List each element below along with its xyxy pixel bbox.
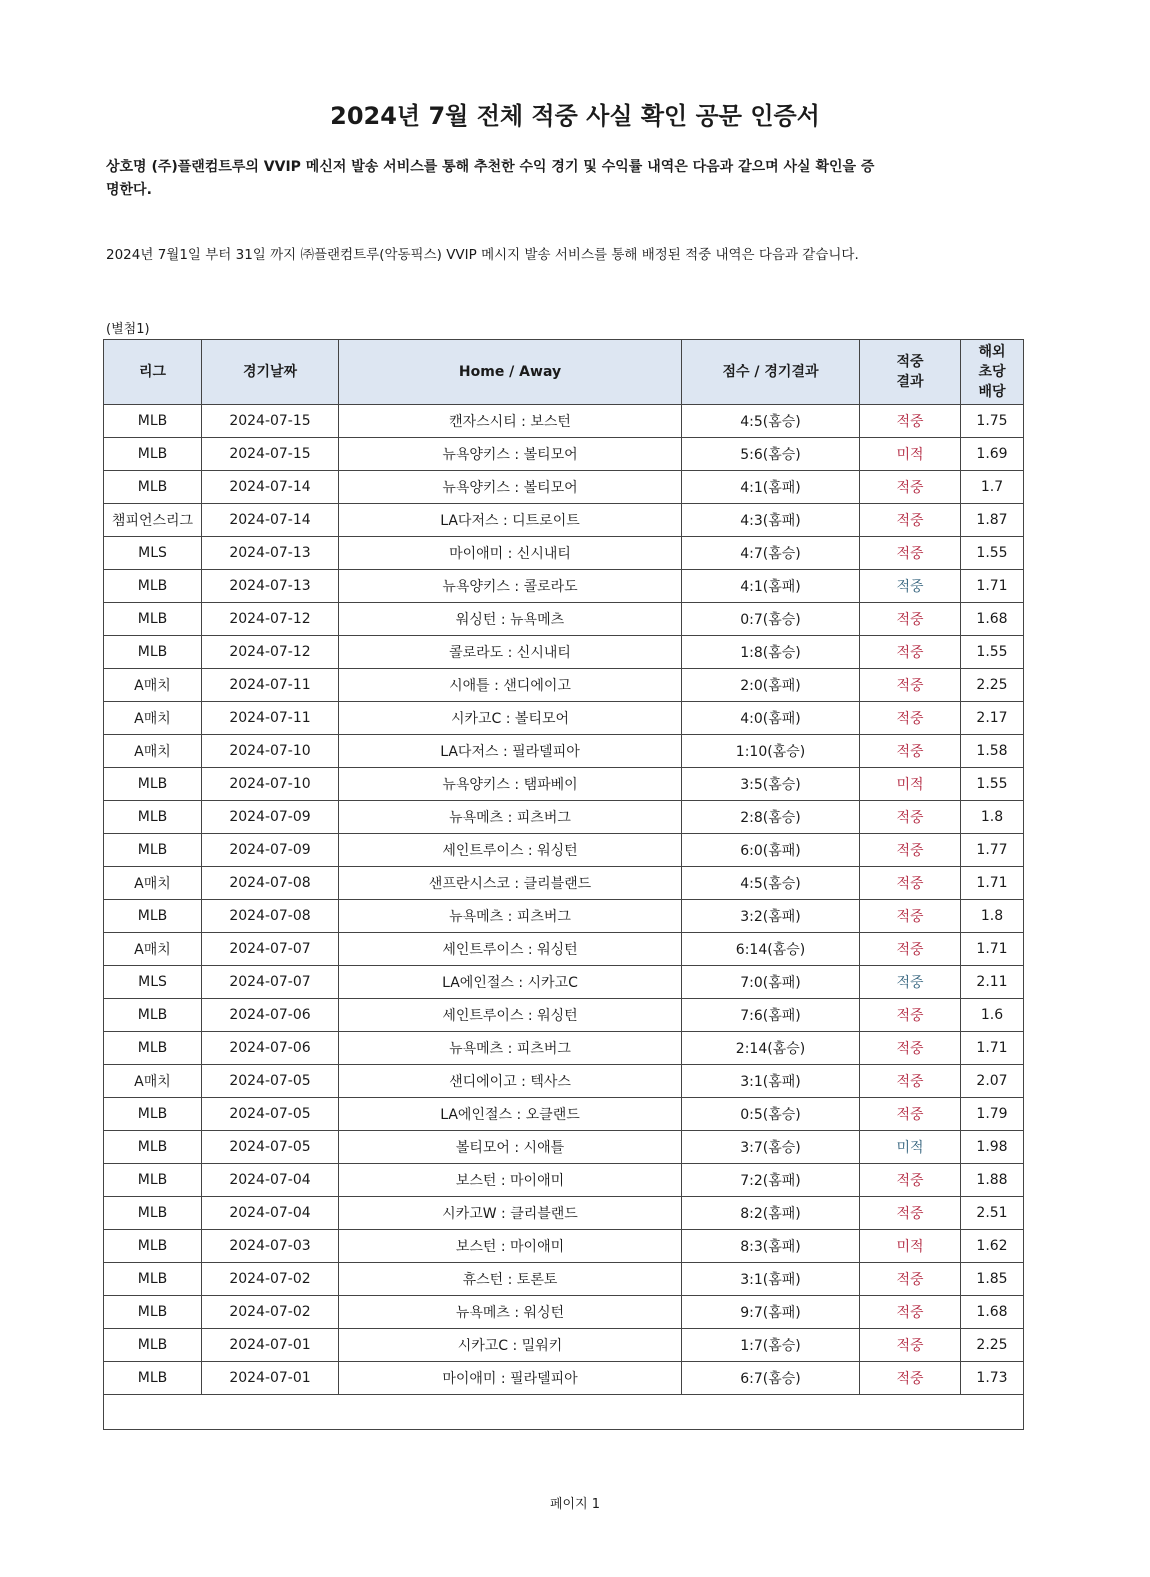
table-row — [104, 537, 1024, 570]
table-row — [104, 1164, 1024, 1197]
intro-statement: 상호명 (주)플랜컴트루의 VVIP 메신저 발송 서비스를 통해 추천한 수익 경기 및 수익률 내역은 다음과 같으며 사실 확인을 증명한다. — [106, 159, 875, 198]
cell-result: 미적 — [860, 438, 961, 471]
table-row — [104, 834, 1024, 867]
cell-matchup: 뉴욕양키스 : 콜로라도 — [339, 570, 682, 603]
cell-matchup: 마이애미 : 신시내티 — [339, 537, 682, 570]
cell-odds: 1.87 — [961, 504, 1024, 537]
cell-league: MLB — [104, 570, 202, 603]
cell-date: 2024-07-04 — [202, 1197, 339, 1230]
cell-league: A매치 — [104, 1065, 202, 1098]
cell-odds: 2.17 — [961, 702, 1024, 735]
page-number: 페이지 1 — [549, 1497, 601, 1512]
cell-odds: 1.71 — [961, 570, 1024, 603]
cell-matchup: LA에인절스 : 오클랜드 — [339, 1098, 682, 1131]
cell-result: 적중 — [860, 570, 961, 603]
table-row — [104, 1131, 1024, 1164]
cell-result: 적중 — [860, 735, 961, 768]
cell-score: 2:14(홈승) — [682, 1032, 860, 1065]
cell-result: 미적 — [860, 1131, 961, 1164]
table-row — [104, 1362, 1024, 1395]
cell-date: 2024-07-09 — [202, 801, 339, 834]
table-row — [104, 1263, 1024, 1296]
cell-matchup: 뉴욕양키스 : 탬파베이 — [339, 768, 682, 801]
cell-matchup: 세인트루이스 : 워싱턴 — [339, 834, 682, 867]
cell-matchup: 볼티모어 : 시애틀 — [339, 1131, 682, 1164]
cell-score: 8:2(홈패) — [682, 1197, 860, 1230]
cell-score: 4:5(홈승) — [682, 405, 860, 438]
cell-result: 미적 — [860, 768, 961, 801]
cell-odds: 2.11 — [961, 966, 1024, 999]
cell-league: A매치 — [104, 867, 202, 900]
cell-matchup: 시카고C : 볼티모어 — [339, 702, 682, 735]
cell-league: MLB — [104, 900, 202, 933]
cell-odds: 1.68 — [961, 603, 1024, 636]
cell-odds: 2.25 — [961, 669, 1024, 702]
cell-score: 9:7(홈패) — [682, 1296, 860, 1329]
cell-league: MLB — [104, 834, 202, 867]
cell-date: 2024-07-14 — [202, 471, 339, 504]
cell-date: 2024-07-12 — [202, 603, 339, 636]
cell-league: A매치 — [104, 669, 202, 702]
cell-odds: 1.77 — [961, 834, 1024, 867]
cell-score: 2:8(홈승) — [682, 801, 860, 834]
cell-date: 2024-07-11 — [202, 702, 339, 735]
cell-score: 4:7(홈승) — [682, 537, 860, 570]
cell-score: 3:2(홈패) — [682, 900, 860, 933]
cell-odds: 1.85 — [961, 1263, 1024, 1296]
table-row — [104, 636, 1024, 669]
cell-odds: 2.51 — [961, 1197, 1024, 1230]
cell-odds: 1.73 — [961, 1362, 1024, 1395]
cell-date: 2024-07-15 — [202, 438, 339, 471]
cell-matchup: 시애틀 : 샌디에이고 — [339, 669, 682, 702]
cell-matchup: 휴스턴 : 토론토 — [339, 1263, 682, 1296]
cell-odds: 1.88 — [961, 1164, 1024, 1197]
cell-result: 미적 — [860, 1230, 961, 1263]
cell-league: MLB — [104, 1032, 202, 1065]
cell-matchup: 워싱턴 : 뉴욕메츠 — [339, 603, 682, 636]
cell-date: 2024-07-09 — [202, 834, 339, 867]
table-row — [104, 735, 1024, 768]
cell-score: 1:10(홈승) — [682, 735, 860, 768]
cell-matchup: 시카고W : 클리블랜드 — [339, 1197, 682, 1230]
cell-score: 4:0(홈패) — [682, 702, 860, 735]
cell-league: MLB — [104, 768, 202, 801]
table-row — [104, 768, 1024, 801]
cell-league: 챔피언스리그 — [104, 504, 202, 537]
cell-score: 3:5(홈승) — [682, 768, 860, 801]
table-row — [104, 702, 1024, 735]
cell-date: 2024-07-01 — [202, 1329, 339, 1362]
cell-result: 적중 — [860, 801, 961, 834]
cell-odds: 1.75 — [961, 405, 1024, 438]
cell-date: 2024-07-15 — [202, 405, 339, 438]
cell-score: 1:8(홈승) — [682, 636, 860, 669]
cell-result: 적중 — [860, 669, 961, 702]
cell-matchup: 뉴욕메츠 : 워싱턴 — [339, 1296, 682, 1329]
cell-odds: 2.07 — [961, 1065, 1024, 1098]
table-row — [104, 801, 1024, 834]
cell-date: 2024-07-05 — [202, 1131, 339, 1164]
table-row — [104, 1296, 1024, 1329]
cell-odds: 1.71 — [961, 1032, 1024, 1065]
cell-date: 2024-07-05 — [202, 1065, 339, 1098]
cell-date: 2024-07-02 — [202, 1296, 339, 1329]
cell-score: 7:6(홈패) — [682, 999, 860, 1032]
table-row — [104, 900, 1024, 933]
cell-date: 2024-07-10 — [202, 768, 339, 801]
cell-matchup: 샌프란시스코 : 클리블랜드 — [339, 867, 682, 900]
table-row — [104, 1329, 1024, 1362]
period-statement: 2024년 7월1일 부터 31일 까지 ㈜플랜컴트루(악동픽스) VVIP 메시지 발송 서비스를 통해 배정된 적중 내역은 다음과 같습니다. — [106, 247, 859, 263]
header-date: 경기날짜 — [202, 340, 339, 405]
cell-league: MLB — [104, 1098, 202, 1131]
cell-date: 2024-07-13 — [202, 537, 339, 570]
cell-league: MLB — [104, 1263, 202, 1296]
cell-score: 0:5(홈승) — [682, 1098, 860, 1131]
cell-result: 적중 — [860, 1065, 961, 1098]
table-header-row — [104, 340, 1024, 405]
cell-matchup: 보스턴 : 마이애미 — [339, 1230, 682, 1263]
cell-league: MLB — [104, 438, 202, 471]
cell-result: 적중 — [860, 1296, 961, 1329]
table-empty-row — [104, 1395, 1024, 1430]
cell-result: 적중 — [860, 537, 961, 570]
table-row — [104, 1230, 1024, 1263]
document-title: 2024년 7월 전체 적중 사실 확인 공문 인증서 — [330, 102, 820, 130]
cell-date: 2024-07-07 — [202, 933, 339, 966]
cell-matchup: 캔자스시티 : 보스턴 — [339, 405, 682, 438]
header-league: 리그 — [104, 340, 202, 405]
table-row — [104, 1098, 1024, 1131]
cell-matchup: 샌디에이고 : 텍사스 — [339, 1065, 682, 1098]
cell-league: A매치 — [104, 735, 202, 768]
table-row — [104, 999, 1024, 1032]
cell-matchup: 뉴욕양키스 : 볼티모어 — [339, 471, 682, 504]
cell-league: MLB — [104, 1329, 202, 1362]
cell-league: MLB — [104, 1131, 202, 1164]
table-row — [104, 504, 1024, 537]
cell-result: 적중 — [860, 702, 961, 735]
cell-league: MLB — [104, 1230, 202, 1263]
table-body — [104, 405, 1024, 1430]
cell-matchup: 세인트루이스 : 워싱턴 — [339, 933, 682, 966]
cell-result: 적중 — [860, 636, 961, 669]
cell-result: 적중 — [860, 471, 961, 504]
cell-league: A매치 — [104, 933, 202, 966]
cell-date: 2024-07-01 — [202, 1362, 339, 1395]
cell-score: 4:1(홈패) — [682, 570, 860, 603]
cell-matchup: 마이애미 : 필라델피아 — [339, 1362, 682, 1395]
cell-score: 1:7(홈승) — [682, 1329, 860, 1362]
cell-result: 적중 — [860, 900, 961, 933]
header-odds: 해외 초당 배당 — [961, 340, 1024, 405]
cell-odds: 1.68 — [961, 1296, 1024, 1329]
table-row — [104, 471, 1024, 504]
header-result: 적중 결과 — [860, 340, 961, 405]
table-row — [104, 405, 1024, 438]
cell-matchup: 뉴욕메츠 : 피츠버그 — [339, 900, 682, 933]
cell-league: A매치 — [104, 702, 202, 735]
empty-cell — [104, 1395, 1024, 1430]
cell-date: 2024-07-12 — [202, 636, 339, 669]
cell-matchup: 세인트루이스 : 워싱턴 — [339, 999, 682, 1032]
cell-matchup: LA에인절스 : 시카고C — [339, 966, 682, 999]
table-row — [104, 1032, 1024, 1065]
cell-odds: 1.7 — [961, 471, 1024, 504]
cell-score: 6:7(홈승) — [682, 1362, 860, 1395]
cell-result: 적중 — [860, 834, 961, 867]
cell-matchup: 뉴욕메츠 : 피츠버그 — [339, 801, 682, 834]
cell-odds: 1.69 — [961, 438, 1024, 471]
header-home-away: Home / Away — [339, 340, 682, 405]
cell-score: 5:6(홈승) — [682, 438, 860, 471]
table-row — [104, 933, 1024, 966]
cell-date: 2024-07-05 — [202, 1098, 339, 1131]
cell-league: MLS — [104, 966, 202, 999]
table-row — [104, 966, 1024, 999]
cell-date: 2024-07-08 — [202, 900, 339, 933]
cell-result: 적중 — [860, 1197, 961, 1230]
cell-odds: 2.25 — [961, 1329, 1024, 1362]
cell-result: 적중 — [860, 1032, 961, 1065]
cell-score: 3:1(홈패) — [682, 1263, 860, 1296]
cell-score: 3:1(홈패) — [682, 1065, 860, 1098]
cell-score: 8:3(홈패) — [682, 1230, 860, 1263]
cell-date: 2024-07-03 — [202, 1230, 339, 1263]
cell-result: 적중 — [860, 504, 961, 537]
cell-result: 적중 — [860, 1098, 961, 1131]
cell-date: 2024-07-13 — [202, 570, 339, 603]
cell-league: MLB — [104, 603, 202, 636]
cell-result: 적중 — [860, 867, 961, 900]
cell-odds: 1.71 — [961, 867, 1024, 900]
cell-odds: 1.8 — [961, 801, 1024, 834]
cell-league: MLS — [104, 537, 202, 570]
cell-odds: 1.55 — [961, 636, 1024, 669]
cell-matchup: 콜로라도 : 신시내티 — [339, 636, 682, 669]
table-row — [104, 669, 1024, 702]
cell-result: 적중 — [860, 966, 961, 999]
header-score: 점수 / 경기결과 — [682, 340, 860, 405]
cell-date: 2024-07-06 — [202, 999, 339, 1032]
results-table — [103, 339, 1024, 1430]
cell-league: MLB — [104, 471, 202, 504]
cell-league: MLB — [104, 1164, 202, 1197]
cell-league: MLB — [104, 801, 202, 834]
table-row — [104, 438, 1024, 471]
cell-date: 2024-07-08 — [202, 867, 339, 900]
cell-odds: 1.98 — [961, 1131, 1024, 1164]
cell-result: 적중 — [860, 999, 961, 1032]
table-row — [104, 867, 1024, 900]
cell-matchup: LA다저스 : 필라델피아 — [339, 735, 682, 768]
cell-date: 2024-07-04 — [202, 1164, 339, 1197]
cell-matchup: 보스턴 : 마이애미 — [339, 1164, 682, 1197]
cell-score: 6:0(홈패) — [682, 834, 860, 867]
cell-league: MLB — [104, 1197, 202, 1230]
cell-result: 적중 — [860, 1362, 961, 1395]
cell-score: 3:7(홈승) — [682, 1131, 860, 1164]
cell-result: 적중 — [860, 603, 961, 636]
cell-result: 적중 — [860, 1263, 961, 1296]
cell-result: 적중 — [860, 405, 961, 438]
cell-odds: 1.79 — [961, 1098, 1024, 1131]
cell-matchup: 뉴욕메츠 : 피츠버그 — [339, 1032, 682, 1065]
cell-date: 2024-07-07 — [202, 966, 339, 999]
cell-score: 6:14(홈승) — [682, 933, 860, 966]
cell-odds: 1.62 — [961, 1230, 1024, 1263]
table-row — [104, 1197, 1024, 1230]
cell-score: 7:2(홈패) — [682, 1164, 860, 1197]
cell-odds: 1.6 — [961, 999, 1024, 1032]
cell-odds: 1.55 — [961, 768, 1024, 801]
cell-score: 4:5(홈승) — [682, 867, 860, 900]
cell-odds: 1.55 — [961, 537, 1024, 570]
cell-date: 2024-07-06 — [202, 1032, 339, 1065]
cell-score: 2:0(홈패) — [682, 669, 860, 702]
cell-matchup: LA다저스 : 디트로이트 — [339, 504, 682, 537]
cell-date: 2024-07-02 — [202, 1263, 339, 1296]
cell-date: 2024-07-11 — [202, 669, 339, 702]
cell-league: MLB — [104, 1362, 202, 1395]
cell-league: MLB — [104, 1296, 202, 1329]
cell-score: 4:3(홈패) — [682, 504, 860, 537]
cell-matchup: 뉴욕양키스 : 볼티모어 — [339, 438, 682, 471]
cell-league: MLB — [104, 405, 202, 438]
attachment-label: (별첨1) — [106, 322, 150, 337]
cell-result: 적중 — [860, 1329, 961, 1362]
table-row — [104, 570, 1024, 603]
table-row — [104, 1065, 1024, 1098]
cell-result: 적중 — [860, 933, 961, 966]
cell-score: 0:7(홈승) — [682, 603, 860, 636]
cell-league: MLB — [104, 999, 202, 1032]
cell-date: 2024-07-14 — [202, 504, 339, 537]
cell-league: MLB — [104, 636, 202, 669]
cell-odds: 1.58 — [961, 735, 1024, 768]
cell-score: 4:1(홈패) — [682, 471, 860, 504]
cell-result: 적중 — [860, 1164, 961, 1197]
cell-odds: 1.8 — [961, 900, 1024, 933]
table-row — [104, 603, 1024, 636]
cell-score: 7:0(홈패) — [682, 966, 860, 999]
cell-odds: 1.71 — [961, 933, 1024, 966]
cell-date: 2024-07-10 — [202, 735, 339, 768]
cell-matchup: 시카고C : 밀워키 — [339, 1329, 682, 1362]
